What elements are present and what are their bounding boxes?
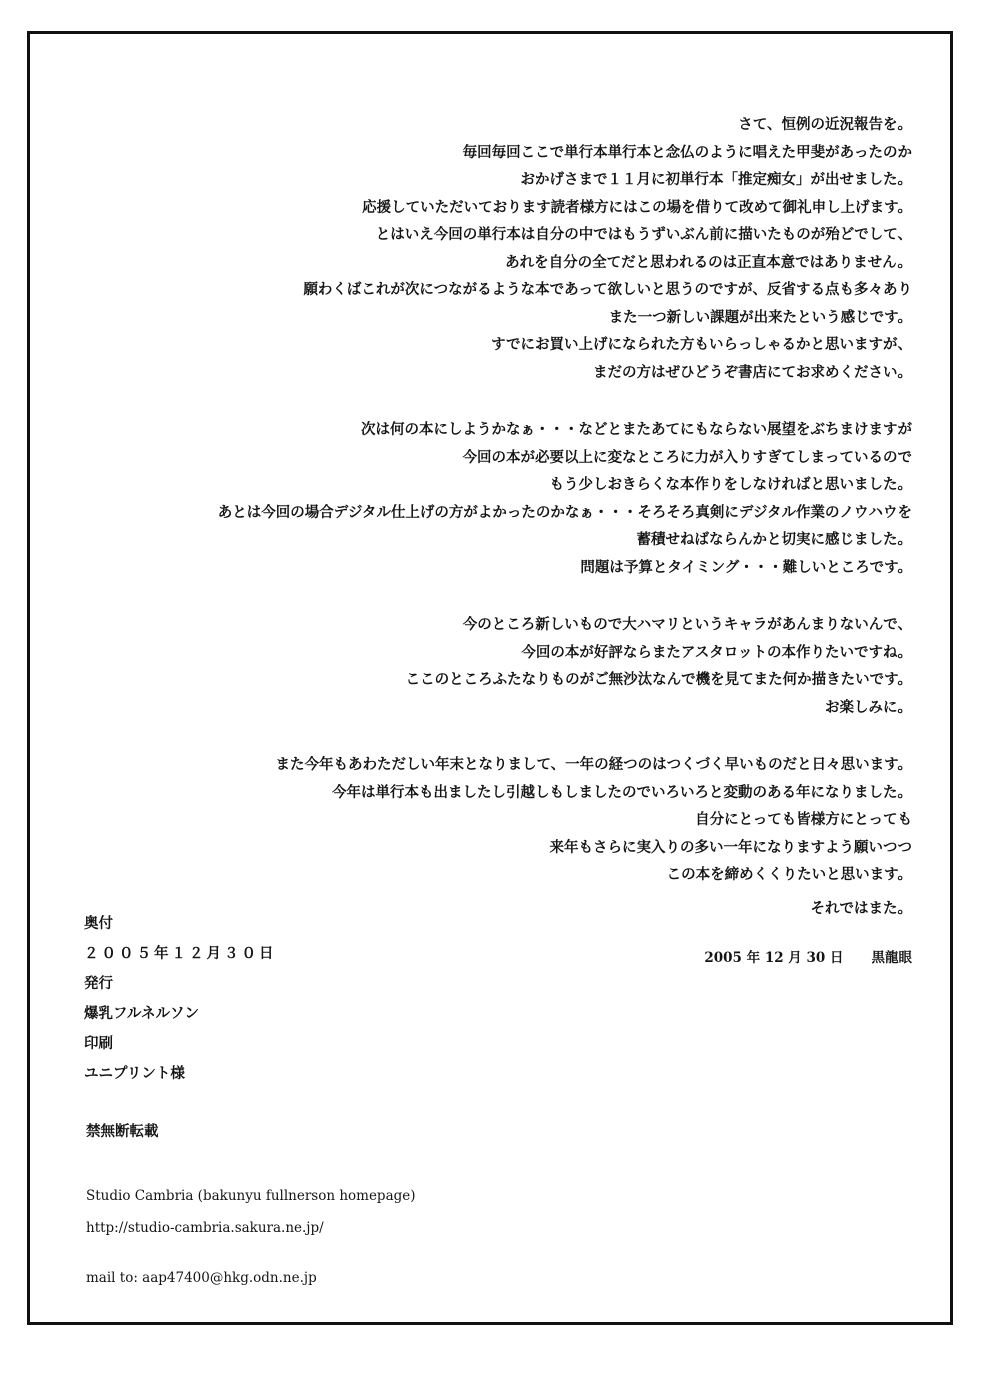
afterword-dateline <box>704 946 912 966</box>
message-line: 今のところ新しいもので大ハマリというキャラがあんまりないんで、 <box>462 617 912 633</box>
author-name: 黒龍眼 <box>871 950 912 966</box>
message-line: おかげさまで１１月に初単行本「推定痴女」が出せました。 <box>520 172 912 188</box>
message-line: 応援していただいております読者様方にはこの場を借りて改めて御礼申し上げます。 <box>362 199 912 216</box>
message-line: 今回の本が好評ならまたアスタロットの本作りたいですね。 <box>521 644 912 661</box>
message-line: 自分にとっても皆様方にとっても <box>695 812 912 828</box>
message-line: 蓄積せねばならんかと切実に感じました。 <box>636 532 912 548</box>
colophon <box>84 912 277 1092</box>
paragraph-gap <box>152 387 912 417</box>
message-line: とはいえ今回の単行本は自分の中ではもうずいぶん前に描いたものが殆どでして、 <box>375 227 912 243</box>
message-line: もう少しおきらくな本作りをしなければと思いました。 <box>549 477 912 493</box>
colophon-heading: 奥付 <box>84 916 113 932</box>
message-line: この本を締めくくりたいと思います。 <box>666 867 912 883</box>
message-line: ここのところふたなりものがご無沙汰なんで機を見てまた何か描きたいです。 <box>405 672 912 688</box>
studio-name: Studio Cambria (bakunyu fullnerson homepage) <box>86 1188 416 1204</box>
message-line: 今回の本が必要以上に変なところに力が入りすぎてしまっているので <box>462 449 912 466</box>
message-line: 問題は予算とタイミング・・・難しいところです。 <box>580 559 912 576</box>
studio-url-link[interactable]: http://studio-cambria.sakura.ne.jp/ <box>86 1220 324 1236</box>
afterword-message <box>152 112 912 890</box>
afterword-date: 2005 年 12 月 30 日 <box>704 950 844 966</box>
studio-info <box>86 1180 416 1244</box>
signoff-text: それではまた。 <box>810 901 912 917</box>
message-line: あれを自分の全てだと思われるのは正直本意ではありません。 <box>505 254 912 271</box>
message-line: あとは今回の場合デジタル仕上げの方がよかったのかなぁ・・・そろそろ真剣にデジタル作業のノウハウを <box>217 504 912 521</box>
message-line: また今年もあわただしい年末となりまして、一年の経つのはつくづく早いものだと日々思います。 <box>275 757 912 773</box>
message-line: 今年は単行本も出ましたし引越しもしましたのでいろいろと変動のある年になりました。 <box>332 784 912 801</box>
message-line: まだの方はぜひどうぞ書店にてお求めください。 <box>593 364 912 381</box>
paragraph-gap <box>152 582 912 612</box>
message-line: さて、恒例の近況報告を。 <box>738 117 912 133</box>
copyright-notice: 禁無断転載 <box>86 1124 159 1140</box>
message-line: お楽しみに。 <box>825 699 912 716</box>
message-line: すでにお買い上げになられた方もいらっしゃるかと思いますが、 <box>491 337 912 353</box>
message-line: 来年もさらに実入りの多い一年になりますよう願いつつ <box>549 839 912 856</box>
message-line: また一つ新しい課題が出来たという感じです。 <box>608 309 912 326</box>
printer-name: ユニプリント様 <box>84 1066 185 1082</box>
message-line: 願わくばこれが次につながるような本であって欲しいと思うのですが、反省する点も多々あり <box>303 282 912 298</box>
printer-label: 印刷 <box>84 1036 113 1052</box>
message-line: 毎回毎回ここで単行本単行本と念仏のように唱えた甲斐があったのか <box>462 144 912 161</box>
studio-mail-link[interactable]: mail to: aap47400@hkg.odn.ne.jp <box>86 1270 317 1286</box>
paragraph-gap <box>152 722 912 752</box>
publisher-name: 爆乳フルネルソン <box>84 1006 199 1022</box>
publisher-label: 発行 <box>84 976 113 992</box>
message-line: 次は何の本にしようかなぁ・・・などとまたあてにもならない展望をぶちまけますが <box>361 422 912 438</box>
colophon-date: ２００５年１２月３０日 <box>84 946 277 962</box>
